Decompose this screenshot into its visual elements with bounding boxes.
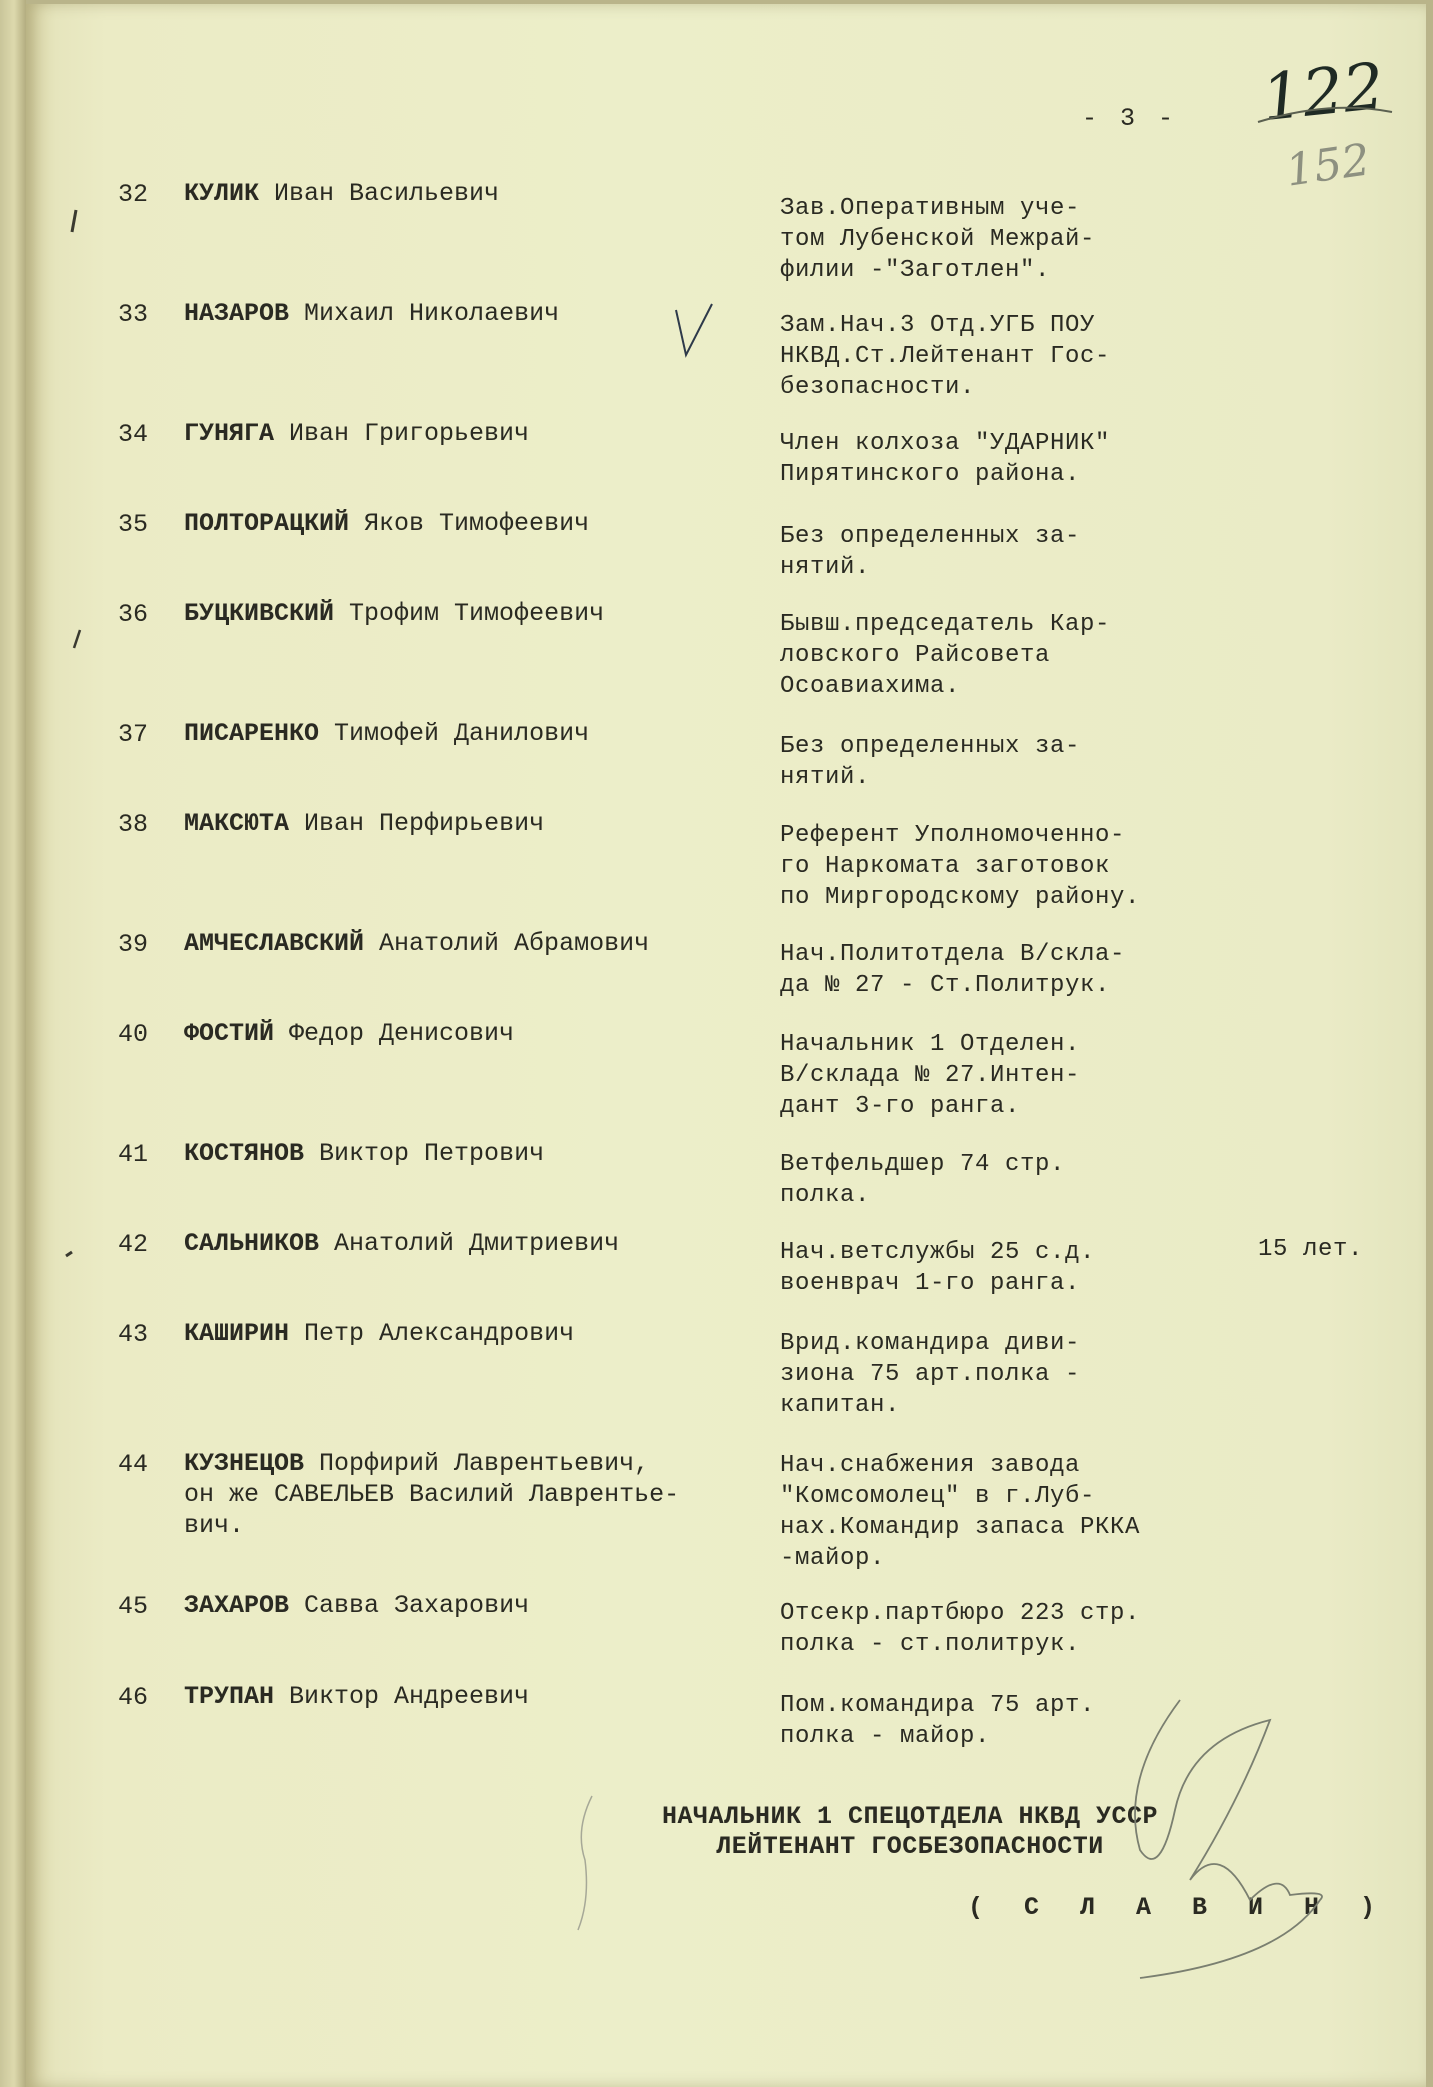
entry-number: 43 [118,1320,149,1349]
entry-occupation: Отсекр.партбюро 223 стр. полка - ст.политрук. [780,1600,1141,1658]
given-name-patronymic: Тимофей Данилович [319,719,590,748]
given-name-patronymic: Иван Васильевич [259,179,500,208]
handwritten-folio-number: 122 [1258,49,1388,137]
given-name-patronymic: Трофим Тимофеевич [334,599,605,628]
entry-person-name [184,178,499,209]
surname: ЗАХАРОВ [184,1591,290,1620]
entry-number: 44 [118,1450,149,1479]
given-name-patronymic: Савва Захарович [289,1591,530,1620]
given-name-patronymic: Анатолий Дмитриевич [319,1229,620,1258]
given-name-patronymic: Иван Перфирьевич [289,809,545,838]
surname: ФОСТИЙ [184,1019,275,1048]
given-name-patronymic: Михаил Николаевич [289,299,560,328]
entry-number: 46 [118,1683,149,1712]
entry-number: 33 [118,300,149,329]
surname: АМЧЕСЛАВСКИЙ [184,929,365,958]
surname: КУЛИК [184,179,260,208]
signatory-rank: ЛЕЙТЕНАНТ ГОСБЕЗОПАСНОСТИ [716,1832,1104,1861]
surname: КУЗНЕЦОВ [184,1449,305,1478]
entry-number: 34 [118,420,149,449]
entry-number: 45 [118,1592,149,1621]
entry-occupation: Нач.Политотдела В/скла- да № 27 - Ст.Политрук. [780,941,1126,999]
surname: БУЦКИВСКИЙ [184,599,335,628]
surname: ГУНЯГА [184,419,275,448]
entry-number: 32 [118,180,149,209]
signature-block [600,1802,1220,1862]
surname: КАШИРИН [184,1319,290,1348]
entry-person-name [184,508,589,539]
entry-occupation: Ветфельдшер 74 стр. полка. [780,1151,1066,1209]
entry-occupation: Бывш.председатель Кар- ловского Райсовета Осоавиахима. [780,611,1111,700]
entry-number: 37 [118,720,149,749]
sentence-note: 15 лет. [1258,1236,1364,1263]
entry-person-name [184,808,544,839]
given-name-patronymic: Яков Тимофеевич [349,509,590,538]
entry-number: 40 [118,1020,149,1049]
entry-occupation: Начальник 1 Отделен. В/склада № 27.Интен- дант 3-го ранга. [780,1031,1081,1120]
handwritten-old-folio-number: 152 [1282,134,1374,197]
entry-number: 35 [118,510,149,539]
entry-person-name [184,1228,619,1259]
entry-occupation: Без определенных за- нятий. [780,733,1081,791]
entry-occupation: Врид.командира диви- зиона 75 арт.полка - капитан. [780,1330,1081,1419]
surname: ПОЛТОРАЦКИЙ [184,509,350,538]
entry-occupation: Без определенных за- нятий. [780,523,1081,581]
signatory-title: НАЧАЛЬНИК 1 СПЕЦОТДЕЛА НКВД УССР [661,1802,1159,1831]
entry-occupation: Нач.ветслужбы 25 с.д. военврач 1-го ранга. [780,1239,1096,1297]
given-name-patronymic: Анатолий Абрамович [364,929,650,958]
signatory-name: ( С Л А В И Н ) [968,1893,1389,1922]
entry-person-name [184,1318,574,1349]
entry-number: 39 [118,930,149,959]
given-name-patronymic: Виктор Петрович [304,1139,545,1168]
given-name-patronymic: Виктор Андреевич [274,1682,530,1711]
surname: ПИСАРЕНКО [184,719,320,748]
given-name-patronymic: Петр Александрович [289,1319,575,1348]
entry-person-name [184,1448,679,1541]
page-number: - 3 - [1082,104,1178,133]
given-name-patronymic: Иван Григорьевич [274,419,530,448]
surname: ТРУПАН [184,1682,275,1711]
entry-number: 36 [118,600,149,629]
entry-number: 38 [118,810,149,839]
entry-occupation: Нач.снабжения завода "Комсомолец" в г.Луб- нах.Командир запаса РККА -майор. [780,1452,1141,1572]
surname: МАКСЮТА [184,809,290,838]
entry-person-name [184,718,589,749]
entry-person-name [184,418,529,449]
entry-person-name [184,1018,514,1049]
surname: САЛЬНИКОВ [184,1229,320,1258]
entry-occupation: Зав.Оперативным уче- том Лубенской Межрай- филии -"Заготлен". [780,195,1096,284]
entry-number: 42 [118,1230,149,1259]
entry-person-name [184,1681,529,1712]
surname: НАЗАРОВ [184,299,290,328]
entry-person-name [184,1590,529,1621]
given-name-patronymic: Порфирий Лаврентьевич, он же САВЕЛЬЕВ Василий Лаврентье- вич. [184,1449,680,1540]
entry-occupation: Член колхоза "УДАРНИК" Пирятинского района. [780,430,1111,488]
page-edge-shadow [0,0,26,2087]
entry-person-name [184,598,604,629]
entry-occupation: Зам.Нач.3 Отд.УГБ ПОУ НКВД.Ст.Лейтенант Гос- безопасности. [780,312,1111,401]
entry-occupation: Референт Уполномоченно- го Наркомата заготовок по Миргородскому району. [780,822,1141,911]
entry-person-name [184,1138,544,1169]
entry-occupation: Пом.командира 75 арт. полка - майор. [780,1692,1096,1750]
entry-person-name [184,298,559,329]
surname: КОСТЯНОВ [184,1139,305,1168]
given-name-patronymic: Федор Денисович [274,1019,515,1048]
entry-person-name [184,928,649,959]
entry-number: 41 [118,1140,149,1169]
